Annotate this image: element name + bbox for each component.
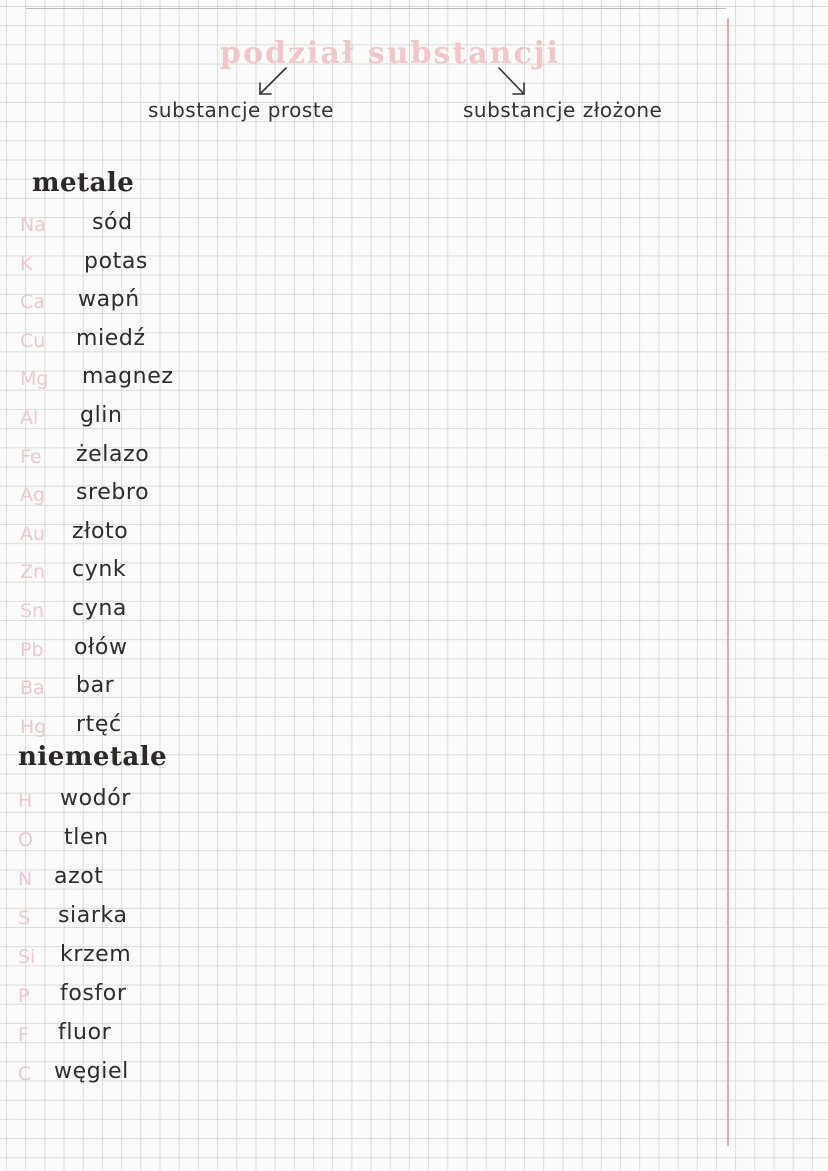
element-symbol: Al [20,406,39,429]
element-symbol: C [18,1063,32,1085]
arrow-down-left-icon [252,66,292,100]
element-name: krzem [60,942,132,967]
element-name: ołów [74,634,128,660]
element-name: magnez [82,364,174,390]
element-symbol: Mg [20,368,49,391]
element-name: wodór [60,786,131,811]
element-symbol: Sn [20,599,45,622]
element-symbol: Si [18,946,36,968]
element-name: cynk [72,557,127,583]
element-symbol: S [18,907,31,929]
element-name: węgiel [54,1059,129,1084]
element-name: azot [54,864,104,889]
element-name: fosfor [60,981,127,1006]
element-name: glin [80,402,123,428]
element-symbol: Cu [20,329,46,352]
element-symbol: P [18,985,30,1007]
element-symbol: Ca [20,291,45,314]
section-heading-nonmetals: niemetale [18,742,168,772]
element-symbol: Hg [20,715,47,738]
element-symbol: N [18,868,33,890]
element-name: złoto [72,518,129,544]
element-name: siarka [58,903,128,928]
element-symbol: F [18,1024,29,1046]
element-name: tlen [64,825,109,850]
element-name: wapń [78,287,140,313]
element-name: potas [84,248,148,274]
element-symbol: Pb [20,638,44,661]
element-name: cyna [72,595,127,621]
element-symbol: Ba [20,677,45,700]
element-name: żelazo [76,441,150,467]
branch-simple-substances: substancje proste [148,98,334,122]
element-symbol: Au [20,522,46,545]
element-name: miedź [76,325,146,351]
element-symbol: Zn [20,561,46,584]
element-symbol: K [20,252,33,275]
element-symbol: O [18,829,33,851]
element-name: rtęć [76,711,122,737]
element-symbol: Ag [20,484,46,507]
margin-line [727,18,729,1146]
element-symbol: H [18,790,33,812]
element-name: fluor [58,1020,112,1045]
element-name: sód [92,210,133,235]
element-name: srebro [76,480,150,506]
element-symbol: Fe [20,445,42,468]
page-title: podział substancji [219,36,560,71]
element-name: bar [76,673,115,699]
page-top-edge [26,8,726,9]
branch-compound-substances: substancje złożone [463,98,663,122]
arrow-down-right-icon [494,66,534,100]
section-heading-metals: metale [32,168,135,198]
element-symbol: Na [20,214,46,236]
